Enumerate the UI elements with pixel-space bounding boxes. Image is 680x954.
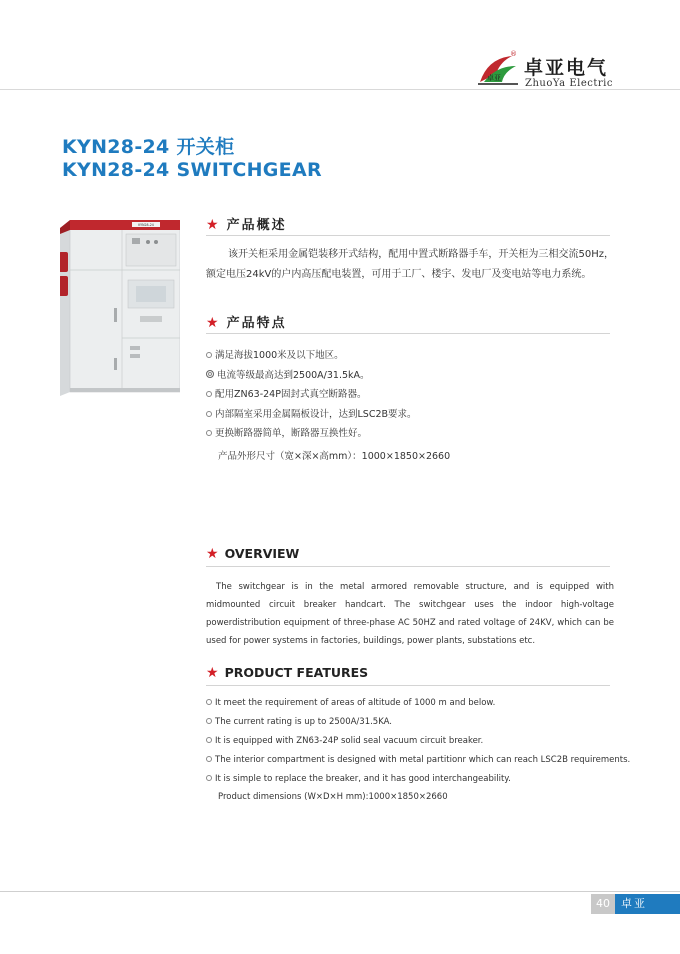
switchgear-cabinet-image	[60, 218, 180, 396]
circle-bullet-icon	[206, 737, 212, 743]
dimensions-cn: 产品外形尺寸（宽×深×高mm）：1000×1850×2660	[218, 451, 451, 462]
list-item: It is equipped with ZN63-24P solid seal vacuum circuit breaker.	[206, 732, 630, 751]
features-en-divider	[206, 685, 610, 686]
red-star-icon: ★	[206, 217, 221, 233]
circle-bullet-icon	[206, 775, 212, 781]
list-item: The interior compartment is designed with metal partitionr which can reach LSC2B requirements.	[206, 751, 630, 770]
overview-cn-text: 该开关柜采用金属铠装移开式结构，配用中置式断路器手车，开关柜为三相交流50Hz，额定电压24kV的户内高压配电装置，可用于工厂、楼宇、发电厂及变电站等电力系统。	[206, 249, 614, 280]
list-item: 更换断路器简单，断路器互换性好。	[206, 424, 417, 444]
features-cn-divider	[206, 333, 610, 334]
registered-mark: ®	[510, 50, 517, 58]
overview-en-heading: ★ OVERVIEW	[206, 546, 300, 562]
circle-bullet-icon	[206, 411, 212, 417]
circle-bullet-icon	[206, 370, 214, 378]
overview-cn-divider	[206, 235, 610, 236]
circle-bullet-icon	[206, 430, 212, 436]
cabinet-label: KYN28-24	[138, 223, 154, 228]
features-cn-heading: ★ 产品特点	[206, 315, 287, 331]
overview-en-divider	[206, 566, 610, 567]
circle-bullet-icon	[206, 699, 212, 705]
dimensions-en: Product dimensions (W×D×H mm):1000×1850×2660	[218, 792, 448, 802]
circle-bullet-icon	[206, 756, 212, 762]
red-star-icon: ★	[206, 665, 219, 681]
footer-divider	[0, 891, 680, 892]
features-en-heading: ★ PRODUCT FEATURES	[206, 665, 369, 681]
brand-name-cn: 卓亚电气	[524, 57, 609, 79]
overview-cn-heading: ★ 产品概述	[206, 217, 287, 233]
logo-mark-text: 卓亚	[487, 74, 501, 82]
circle-bullet-icon	[206, 718, 212, 724]
list-item: It meet the requirement of areas of altitude of 1000 m and below.	[206, 694, 630, 713]
brand-logo	[478, 52, 628, 92]
page-number: 40	[591, 894, 615, 914]
page-title-en: KYN28-24 SWITCHGEAR	[62, 159, 322, 181]
page-title-cn: KYN28-24 开关柜	[62, 136, 235, 158]
circle-bullet-icon	[206, 352, 212, 358]
list-item: 配用ZN63-24P固封式真空断路器。	[206, 385, 417, 405]
list-item: 内部隔室采用金属隔板设计，达到LSC2B要求。	[206, 405, 417, 425]
footer-brand: 卓亚	[615, 894, 680, 914]
list-item: 电流等级最高达到2500A/31.5kA。	[206, 366, 417, 386]
features-en-list	[206, 694, 630, 789]
circle-bullet-icon	[206, 391, 212, 397]
overview-en-text: The switchgear is in the metal armored removable structure, and is equipped with midmounted circuit breaker handcart. The switchgear uses the indoor high-voltage powerdistribution equipment of three-phase AC 50HZ and rated voltage of 24KV, which can be used for power systems in factories, buildings, power plants, substations etc.	[206, 582, 614, 646]
list-item: The current rating is up to 2500A/31.5KA.	[206, 713, 630, 732]
red-star-icon: ★	[206, 315, 221, 331]
list-item: It is simple to replace the breaker, and it has good interchangeability.	[206, 770, 630, 789]
features-cn-list	[206, 346, 417, 444]
red-star-icon: ★	[206, 546, 219, 562]
brand-name-en: ZhuoYa Electric	[525, 78, 613, 89]
list-item: 满足海拔1000米及以下地区。	[206, 346, 417, 366]
